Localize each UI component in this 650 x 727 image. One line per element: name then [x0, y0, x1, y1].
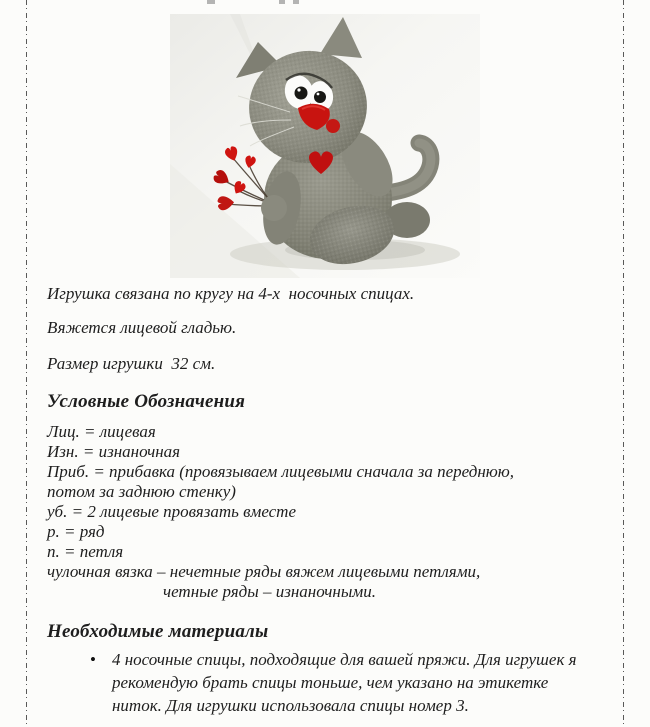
abbreviation-line: р. = ряд: [47, 522, 105, 541]
cropped-text-remnant: [293, 0, 299, 4]
intro-line-3: Размер игрушки 32 см.: [47, 354, 216, 373]
cat-cheek-dot: [326, 119, 340, 133]
materials-list: [88, 648, 593, 717]
intro-line-2: Вяжется лицевой гладью.: [47, 318, 237, 337]
cat-left-paw: [261, 195, 287, 221]
page-border-right: [623, 0, 624, 727]
abbreviation-line: уб. = 2 лицевые провязать вместе: [47, 502, 297, 521]
abbreviations-list: [47, 422, 610, 602]
abbreviation-line: чулочная вязка – нечетные ряды вяжем лицевыми петлями,: [47, 562, 481, 581]
cat-toy-photo: [170, 14, 480, 278]
cat-toy-photo-illustration: [170, 14, 480, 278]
abbreviation-line: четные ряды – изнаночными.: [163, 582, 376, 601]
cropped-text-remnant: [207, 0, 215, 4]
page-border-left: [26, 0, 27, 727]
abbreviation-line: Приб. = прибавка (провязываем лицевыми сначала за переднюю, потом за заднюю стенку): [47, 462, 515, 501]
section-heading-materials: Необходимые материалы: [47, 621, 269, 642]
abbreviation-line: п. = петля: [47, 542, 124, 561]
abbreviation-line: Лиц. = лицевая: [47, 422, 156, 441]
intro-line-1: Игрушка связана по кругу на 4-х носочных спицах.: [47, 284, 415, 303]
cropped-text-remnant: [279, 0, 285, 4]
section-heading-abbreviations: Условные Обозначения: [47, 391, 246, 412]
abbreviation-line: Изн. = изнаночная: [47, 442, 181, 461]
materials-bullet-item: • 4 носочные спицы, подходящие для вашей пряжи. Для игрушек я рекомендую брать спицы тоньше, чем указано на этикетке ниток. Для игрушки использовала спицы номер 3.: [88, 648, 593, 717]
